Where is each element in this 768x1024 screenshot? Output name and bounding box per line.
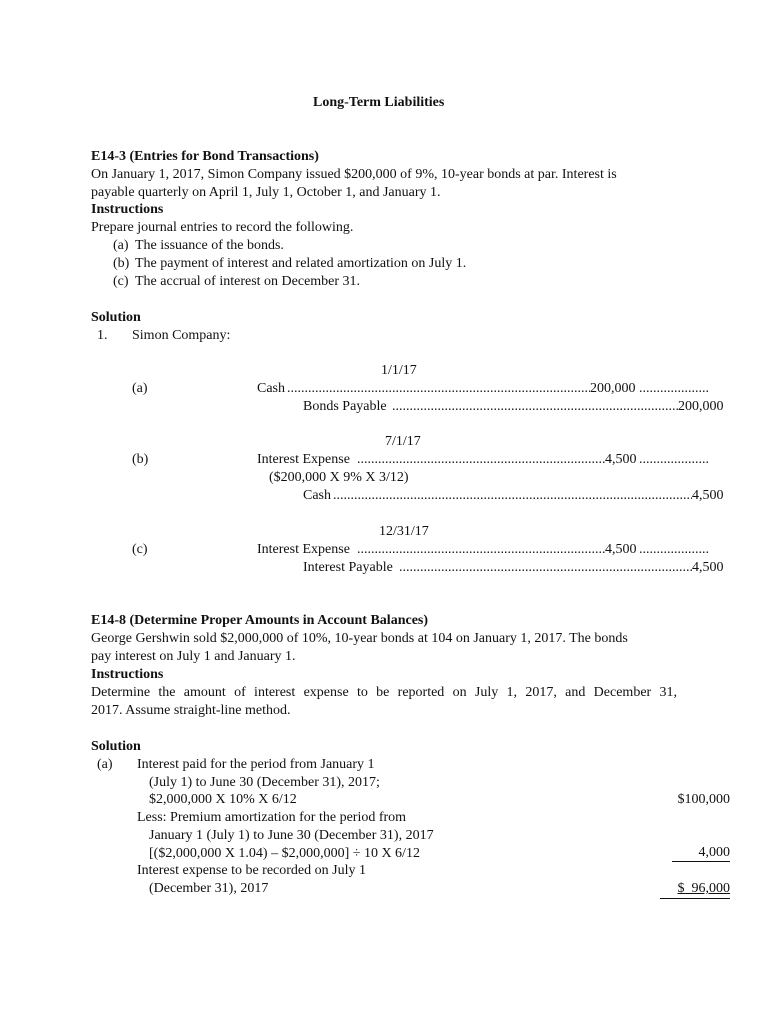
entry-marker: (b): [132, 452, 149, 467]
debit-amount: 200,000: [590, 381, 636, 396]
company-name: Simon Company:: [132, 328, 231, 343]
debit-account: Cash: [257, 381, 285, 396]
list-item-marker: (b): [113, 256, 130, 271]
entry-date: 12/31/17: [379, 524, 429, 539]
solution-marker: (a): [97, 757, 113, 772]
entry-marker: (c): [132, 542, 148, 557]
leader-dots: [399, 559, 692, 577]
credit-account: Interest Payable: [303, 560, 393, 575]
calc-amount: 4,000: [672, 845, 730, 862]
list-item-marker: (c): [113, 274, 129, 289]
list-item: The accrual of interest on December 31.: [135, 274, 361, 289]
leader-dots: [333, 487, 692, 505]
entry-date: 7/1/17: [385, 434, 421, 449]
solution-number: 1.: [97, 328, 108, 343]
solution-label: Solution: [91, 310, 141, 325]
exercise-paragraph: payable quarterly on April 1, July 1, October 1, and January 1.: [91, 185, 441, 200]
calc-line: (December 31), 2017: [149, 881, 269, 896]
instructions-label: Instructions: [91, 202, 164, 217]
exercise-paragraph: George Gershwin sold $2,000,000 of 10%, 10-year bonds at 104 on January 1, 2017. The bonds: [91, 631, 628, 646]
credit-account: Bonds Payable: [303, 399, 387, 414]
calc-total: $ 96,000: [660, 880, 730, 899]
debit-amount: 4,500: [605, 542, 637, 557]
leader-dots: [357, 451, 605, 469]
debit-amount: 4,500: [605, 452, 637, 467]
credit-amount: 4,500: [692, 488, 724, 503]
page-title: Long-Term Liabilities: [313, 95, 445, 110]
calc-line: Interest paid for the period from January 1: [137, 757, 375, 772]
debit-account: Interest Expense: [257, 542, 350, 557]
entry-date: 1/1/17: [381, 363, 417, 378]
list-item: The issuance of the bonds.: [135, 238, 284, 253]
credit-amount: 200,000: [678, 399, 724, 414]
calc-line: $2,000,000 X 10% X 6/12: [149, 792, 297, 807]
credit-amount: 4,500: [692, 560, 724, 575]
calc-line: Interest expense to be recorded on July 1: [137, 863, 366, 878]
list-item-marker: (a): [113, 238, 129, 253]
leader-dots: [639, 451, 710, 469]
instructions-text: Determine the amount of interest expense to be reported on July 1, 2017, and December 31,: [91, 685, 677, 700]
instructions-text: Prepare journal entries to record the following.: [91, 220, 354, 235]
exercise-paragraph: On January 1, 2017, Simon Company issued $200,000 of 9%, 10-year bonds at par. Interest is: [91, 167, 617, 182]
exercise-heading-e14-3: E14-3 (Entries for Bond Transactions): [91, 149, 319, 164]
instructions-text: 2017. Assume straight-line method.: [91, 703, 291, 718]
calc-amount: $100,000: [677, 792, 730, 807]
list-item: The payment of interest and related amortization on July 1.: [135, 256, 467, 271]
calc-line: January 1 (July 1) to June 30 (December 31), 2017: [149, 828, 434, 843]
leader-dots: [639, 380, 710, 398]
calc-line: (July 1) to June 30 (December 31), 2017;: [149, 775, 380, 790]
leader-dots: [287, 380, 590, 398]
leader-dots: [357, 541, 605, 559]
solution-label: Solution: [91, 739, 141, 754]
calc-line: [($2,000,000 X 1.04) – $2,000,000] ÷ 10 X 6/12: [149, 846, 420, 861]
debit-account: Interest Expense: [257, 452, 350, 467]
exercise-paragraph: pay interest on July 1 and January 1.: [91, 649, 296, 664]
calc-line: Less: Premium amortization for the period from: [137, 810, 407, 825]
credit-account: Cash: [303, 488, 331, 503]
calculation-note: ($200,000 X 9% X 3/12): [269, 470, 409, 485]
leader-dots: [392, 398, 678, 416]
instructions-label: Instructions: [91, 667, 164, 682]
exercise-heading-e14-8: E14-8 (Determine Proper Amounts in Account Balances): [91, 613, 429, 628]
leader-dots: [639, 541, 710, 559]
entry-marker: (a): [132, 381, 148, 396]
